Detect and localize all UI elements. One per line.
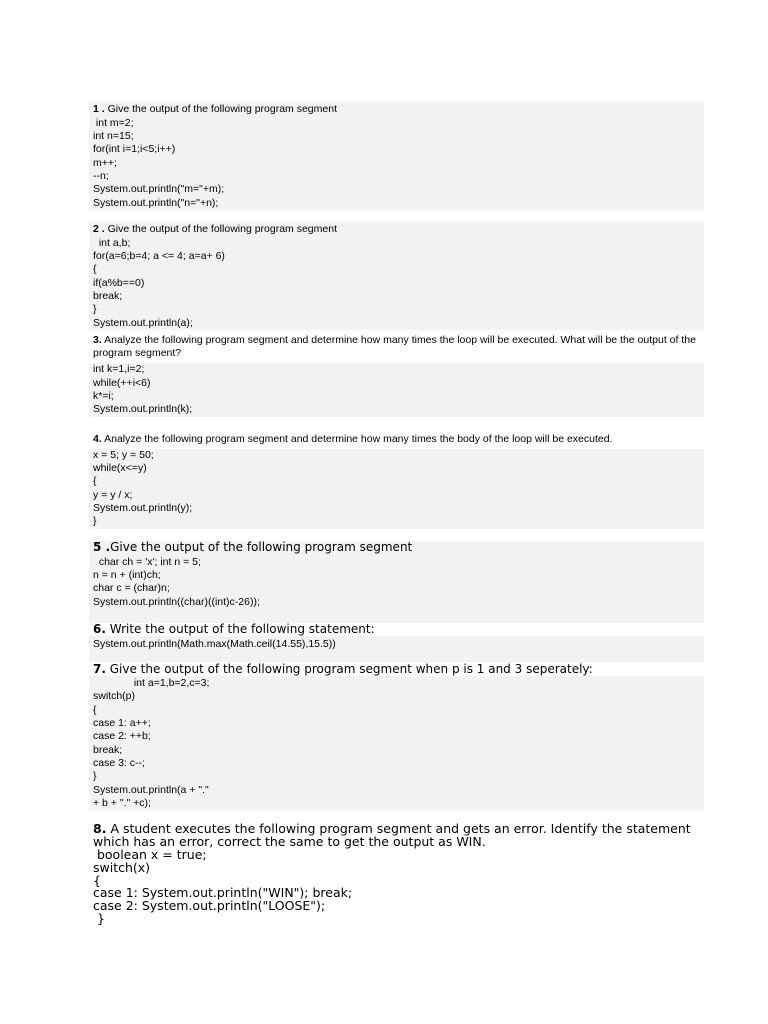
code-line: System.out.println(y); — [93, 502, 193, 514]
question-2-block — [89, 222, 704, 330]
code-line: { — [93, 475, 97, 487]
question-number: 7. — [93, 662, 106, 676]
code-line: --n; — [93, 170, 109, 182]
code-line: char c = (char)n; — [93, 582, 170, 594]
code-line: + b + "." +c); — [93, 797, 151, 809]
code-line: break; — [93, 744, 123, 756]
question-prompt: Give the output of the following program segment — [110, 540, 413, 554]
code-line: case 3: c--; — [93, 757, 145, 769]
question-prompt: Give the output of the following program segment — [107, 103, 337, 115]
code-line: char ch = 'x'; int n = 5; — [93, 556, 201, 568]
code-line: { — [93, 704, 97, 716]
code-line: case 1: System.out.println("WIN"); break; — [93, 885, 353, 900]
code-line: for(int i=1;i<5;i++) — [93, 143, 176, 155]
code-line: break; — [93, 290, 123, 302]
code-line: int n=15; — [93, 130, 134, 142]
question-number: 5 . — [93, 540, 111, 554]
code-line: int k=1,i=2; — [93, 363, 145, 375]
question-number: 6. — [93, 622, 106, 636]
question-number: 4. — [93, 433, 102, 445]
code-line: for(a=6;b=4; a <= 4; a=a+ 6) — [93, 250, 225, 262]
code-line: case 1: a++; — [93, 717, 151, 729]
code-line: switch(x) — [93, 860, 151, 875]
code-line: } — [93, 515, 97, 527]
code-line: System.out.println((char)((int)c-26)); — [93, 596, 260, 608]
code-line: } — [93, 770, 97, 782]
code-line: k*=i; — [93, 390, 114, 402]
question-3-heading — [93, 334, 699, 360]
code-line: m++; — [93, 157, 117, 169]
code-line: } — [93, 911, 105, 926]
question-8-heading — [93, 822, 705, 848]
question-6-heading — [93, 623, 375, 636]
code-line: while(x<=y) — [93, 462, 147, 474]
question-prompt: Write the output of the following statement: — [109, 622, 375, 636]
question-4-heading — [93, 433, 612, 446]
code-line: System.out.println("n="+n); — [93, 197, 219, 209]
code-line: case 2: System.out.println("LOOSE"); — [93, 898, 326, 913]
code-line: System.out.println(a + "." — [93, 784, 209, 796]
code-line: } — [93, 303, 97, 315]
question-prompt: Give the output of the following program segment when p is 1 and 3 seperately: — [109, 662, 593, 676]
question-number: 2 . — [93, 223, 105, 235]
question-number: 1 . — [93, 103, 105, 115]
code-line: { — [93, 263, 97, 275]
code-line: System.out.println(k); — [93, 403, 193, 415]
question-1-heading — [93, 103, 337, 116]
question-number: 8. — [93, 821, 107, 836]
question-5-heading — [93, 541, 412, 554]
code-line: y = y / x; — [93, 489, 133, 501]
question-2-heading — [93, 223, 337, 236]
code-line: { — [93, 873, 101, 888]
code-line: if(a%b==0) — [93, 277, 145, 289]
question-prompt: Give the output of the following program segment — [107, 223, 337, 235]
code-line: n = n + (int)ch; — [93, 569, 161, 581]
code-line: x = 5; y = 50; — [93, 449, 154, 461]
question-4-block — [89, 449, 704, 529]
code-line: System.out.println("m="+m); — [93, 183, 225, 195]
code-line: int a,b; — [93, 237, 131, 249]
question-prompt: A student executes the following program segment and gets an error. Identify the statement which has an error, correct the same to get the output as WIN. — [93, 821, 691, 849]
question-prompt: Analyze the following program segment and determine how many times the body of the loop will be executed. — [104, 433, 613, 445]
code-line: int a=1,b=2,c=3; — [93, 677, 210, 689]
code-line: case 2: ++b; — [93, 730, 151, 742]
code-line: int m=2; — [93, 117, 134, 129]
code-line: while(++i<6) — [93, 377, 151, 389]
code-line: System.out.println(a); — [93, 317, 193, 329]
question-prompt: Analyze the following program segment and determine how many times the loop will be executed. What will be the output of the program segment? — [93, 334, 696, 359]
code-line: boolean x = true; — [93, 847, 207, 862]
question-number: 3. — [93, 334, 102, 346]
code-line: switch(p) — [93, 690, 136, 702]
question-7-heading — [93, 663, 593, 676]
code-line: System.out.println(Math.max(Math.ceil(14.55),15.5)) — [93, 638, 336, 650]
